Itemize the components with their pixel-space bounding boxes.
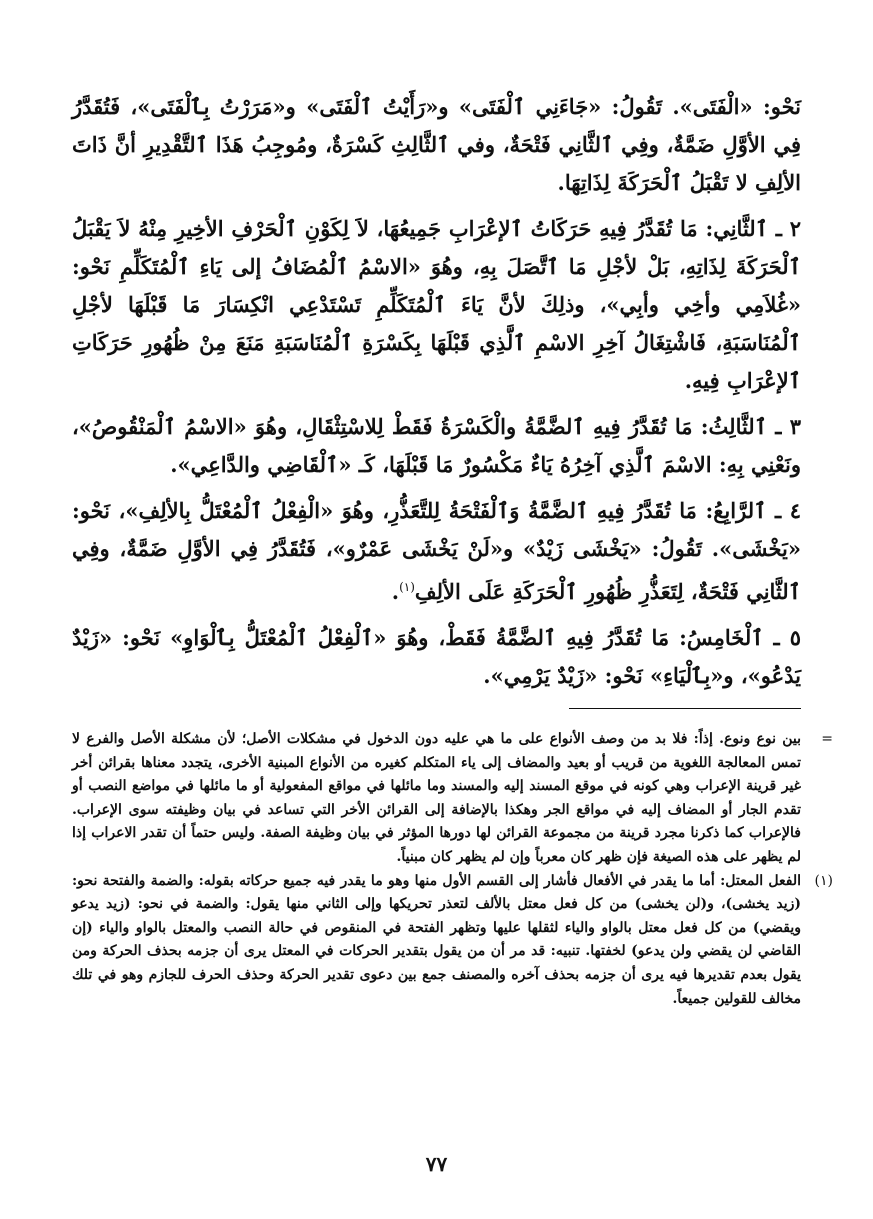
footnote-1 <box>72 870 833 1012</box>
footnote-marker: = <box>821 731 833 747</box>
item-title: ٢ ـ ٱلثَّانِي: <box>705 216 801 241</box>
paragraph-text: مَا تُقَدَّرُ فِيهِ ٱلضَّمَّةُ وَٱلْفَتْحَةُ لِلتَّعَذُّرِ، وهُوَ «الْفِعْلُ ٱلْمُعْتَلُّ بِالألِفِ»، نَحْو: «يَخْشَى». تَقُولُ: «يَخْشَى زَيْدٌ» و«لَنْ يَخْشَى عَمْرٌو»، فَتُقَدَّرُ فِي الأوَّلِ ضَمَّةٌ، وفِي ٱلثَّانِي فَتْحَةٌ، لِتَعَذُّرِ ظُهُورِ ٱلْحَرَكَةِ عَلَى الألِفِ <box>72 498 801 604</box>
paragraph-third <box>72 408 801 484</box>
footnotes <box>72 728 833 1011</box>
page-number: ٧٧ <box>425 1152 448 1176</box>
paragraph-text: مَا تُقَدَّرُ فِيهِ ٱلضَّمَّةُ والْكَسْرَةُ فَقَطْ لِلاسْتِثْقَالِ، وهُوَ «الاسْمُ ٱلْمَنْقُوصُ»، ونَعْنِي بِهِ: الاسْمَ ٱلَّذِي آخِرُهُ يَاءٌ مَكْسُورٌ مَا قَبْلَهَا، كَـ «ٱلْقَاضِي والدَّاعِي». <box>72 414 801 477</box>
paragraph-text: مَا تُقَدَّرُ فِيهِ حَرَكَاتُ ٱلإعْرَابِ جَمِيعُهَا، لاَ لِكَوْنِ ٱلْحَرْفِ الأخِيرِ مِنْهُ لاَ يَقْبَلُ ٱلْحَرَكَةَ لِذَاتِهِ، بَلْ لأجْلِ مَا ٱتَّصَلَ بِهِ، وهُوَ «الاسْمُ ٱلْمُضَافُ إلى يَاءِ ٱلْمُتَكَلِّمِ نَحْو: «غُلاَمِي وأخِي وأبِي»، وذلِكَ لأنَّ يَاءَ ٱلْمُتَكَلِّمِ تَسْتَدْعِي انْكِسَارَ مَا قَبْلَهَا لأجْلِ ٱلْمُنَاسَبَةِ، فَاشْتِغَالُ آخِرِ الاسْمِ ٱلَّذِي قَبْلَهَا بِكَسْرَةِ ٱلْمُنَاسَبَةِ مَنَعَ مِنْ ظُهُورِ حَرَكَاتِ ٱلإعْرَابِ فِيهِ. <box>72 216 801 393</box>
paragraph-text: نَحْو: «الْفَتَى». تَقُولُ: «جَاءَنِي ٱلْفَتَى» و«رَأَيْتُ ٱلْفَتَى» و«مَرَرْتُ بِٱلْفَتَى»، فَتُقَدَّرُ فِي الأوَّلِ ضَمَّةٌ، وفِي ٱلثَّانِي فَتْحَةٌ، وفي ٱلثَّالِثِ كَسْرَةٌ، ومُوجِبُ هَذَا ٱلتَّقْدِيرِ أنَّ ذَاتَ الألِفِ لا تَقْبَلُ ٱلْحَرَكَةَ لِذَاتِهَا. <box>72 94 801 195</box>
footnote-continued <box>72 728 833 870</box>
paragraph-fifth <box>72 619 801 695</box>
item-title: ٣ ـ ٱلثَّالِثُ: <box>700 414 802 439</box>
paragraph-end: . <box>391 579 400 604</box>
footnote-reference[interactable]: (١) <box>399 580 415 594</box>
paragraph-second <box>72 210 801 400</box>
footnote-marker: (١) <box>814 872 833 889</box>
footnote-text: الفعل المعتل: أما ما يقدر في الأفعال فأشار إلى القسم الأول منها وهو ما يقدر فيه جميع حركاته بقوله: والضمة والفتحة نحو: (زيد يخشى)، و(لن يخشى) من كل فعل معتل بالألف لتعذر تحريكها وإلى الثاني منها يقول: والضمة في نحو: (زيد يدعو ويقضي) من كل فعل معتل بالواو والياء لثقلها عليها وتظهر الفتحة في المنقوص في حالة النصب والمعتل بالواو والياء (إن القاضي لن يقضي ولن يدعو) لخفتها. تنبيه: قد مر أن من يقول بتقدير الحركات في المعتل يرى أن جزمه بحذف الحركة ومن يقول بعدم تقديرها فيه يرى أن جزمه بحذف آخره والمصنف جمع بين دعوى تقدير الحركة وحذف الحرف للجازم وهو في تلك مخالف للقولين جميعاً. <box>72 872 801 1007</box>
paragraph-fourth <box>72 492 801 611</box>
footnote-divider <box>569 708 801 709</box>
item-title: ٤ ـ ٱلرَّابِعُ: <box>705 498 801 523</box>
footnote-text: بين نوع ونوع. إذاً: فلا بد من وصف الأنواع على ما هي عليه دون الدخول في مشكلات الأصل؛ لأن مشكلة الأصل والفرع لا تمس المعالجة اللغوية من قريب أو بعيد والمضاف إلى ياء المتكلم كغيره من الأنواع المبنية الأخرى، يتجدد معناها بقرائن أخر غير قرينة الإعراب وهي كونه في موقع المسند إليه والمسند وما مائلها في مواقع المفعولية أو ما مائلها في مواضع النصب أو تقدم الجار أو المضاف إليه في مواقع الجر وهكذا بالإضافة إلى القرائن الأخر التي تساعد في بيان وظيفته سوى الإعراب. فالإعراب كما ذكرنا مجرد قرينة من مجموعة القرائن لها دورها المؤثر في بيان وظيفة الصفة. وليس حتماً أن تقدر الاعراب إذا لم يظهر على هذه الصيغة فإن ظهر كان معرباً وإن لم يظهر كان مبنياً. <box>72 731 801 865</box>
item-title: ٥ ـ ٱلْخَامِسُ: <box>679 625 801 650</box>
main-text <box>72 88 801 703</box>
paragraph-text: مَا تُقَدَّرُ فِيهِ ٱلضَّمَّةُ فَقَطْ، وهُوَ «ٱلْفِعْلُ ٱلْمُعْتَلُّ بِٱلْوَاوِ» نَحْو: «زَيْدٌ يَدْعُو»، و«بِٱلْيَاءِ» نَحْو: «زَيْدٌ يَرْمِي». <box>72 625 801 688</box>
paragraph-intro <box>72 88 801 202</box>
